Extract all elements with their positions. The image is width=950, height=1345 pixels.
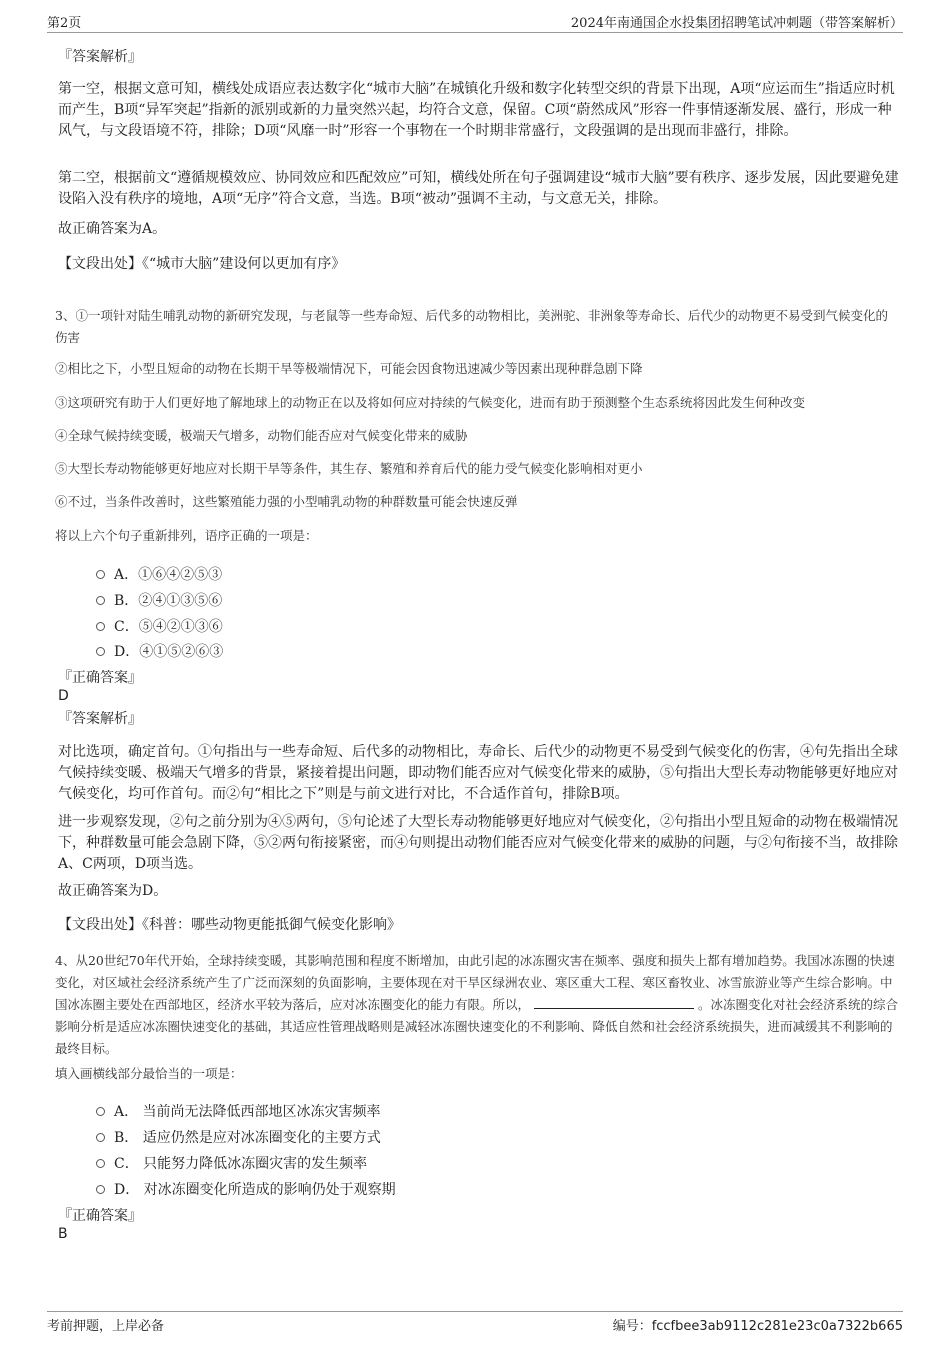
radio-icon[interactable]	[96, 1133, 105, 1142]
q3-option-a[interactable]	[96, 564, 222, 584]
option-label: D． 对冰冻圈变化所造成的影响仍处于观察期	[114, 1182, 396, 1198]
q3-sentence-5: ⑤大型长寿动物能够更好地应对长期干旱等条件，其生存、繁殖和养育后代的能力受气候变化影响相对更小	[55, 461, 643, 476]
q3-answer-label: 『正确答案』	[58, 670, 142, 686]
page-header	[47, 12, 903, 33]
radio-icon[interactable]	[96, 647, 105, 656]
q4-option-d[interactable]	[96, 1179, 396, 1199]
document-title: 2024年南通国企水投集团招聘笔试冲刺题（带答案解析）	[570, 16, 903, 31]
q2-analysis-label: 『答案解析』	[58, 49, 142, 65]
q4-option-a[interactable]	[96, 1101, 381, 1121]
option-label: D．④①⑤②⑥③	[114, 644, 224, 660]
q3-analysis-p2: 进一步观察发现，②句之前分别为④⑤两句，⑤句论述了大型长寿动物能够更好地应对气候变化，②句指出小型且短命的动物在极端情况下，种群数量可能会急剧下降，⑤②两句衔接紧密，而④句则提出动物们能否应对气候变化带来的威胁的问题，与②句衔接不当，故排除A、C两项，D项当选。	[58, 814, 898, 872]
q4-answer-label: 『正确答案』	[58, 1208, 142, 1224]
q2-source: 【文段出处】《“城市大脑”建设何以更加有序》	[58, 256, 346, 272]
q2-analysis-p1: 第一空，根据文意可知，横线处成语应表达数字化“城市大脑”在城镇化升级和数字化转型交织的背景下出现，A项“应运而生”指适应时机而产生，B项“异军突起”指新的派别或新的力量突然兴起，均符合文意，保留。C项“蔚然成风”形容一件事情逐渐发展、盛行，形成一种风气，与文段语境不符，排除；D项“风靡一时”形容一个事物在一个时期非常盛行，文段强调的是出现而非盛行，排除。	[58, 81, 895, 139]
radio-icon[interactable]	[96, 570, 105, 579]
option-label: C．⑤④②①③⑥	[114, 619, 223, 635]
q4-stem	[55, 950, 900, 1060]
q2-analysis-conclusion: 故正确答案为A。	[58, 221, 167, 237]
q4-option-b[interactable]	[96, 1127, 381, 1147]
radio-icon[interactable]	[96, 622, 105, 631]
option-label: A． 当前尚无法降低西部地区冰冻灾害频率	[114, 1104, 381, 1120]
q3-option-c[interactable]	[96, 616, 223, 636]
q3-analysis-conclusion: 故正确答案为D。	[58, 883, 168, 899]
q3-sentence-4: ④全球气候持续变暖，极端天气增多，动物们能否应对气候变化带来的威胁	[55, 428, 468, 443]
radio-icon[interactable]	[96, 1159, 105, 1168]
page-number: 第2页	[47, 16, 82, 31]
q3-analysis-p1: 对比选项，确定首句。①句指出与一些寿命短、后代多的动物相比，寿命长、后代少的动物更不易受到气候变化的伤害，④句先指出全球气候持续变暖、极端天气增多的背景，紧接着提出问题，即动物们能否应对气候变化带来的威胁，⑤句指出大型长寿动物能够更好地应对气候变化，均可作首句。而②句“相比之下”则是与前文进行对比，不合适作首句，排除B项。	[58, 744, 898, 802]
radio-icon[interactable]	[96, 1185, 105, 1194]
radio-icon[interactable]	[96, 1107, 105, 1116]
q4-prompt: 填入画横线部分最恰当的一项是：	[55, 1066, 243, 1081]
q2-analysis-p2: 第二空，根据前文“遵循规模效应、协同效应和匹配效应”可知，横线处所在句子强调建设“城市大脑”要有秩序、逐步发展，因此要避免建设陷入没有秩序的境地，A项“无序”符合文意，当选。B项“被动”强调不主动，与文意无关，排除。	[58, 170, 899, 207]
q3-answer: D	[58, 688, 69, 704]
q3-option-b[interactable]	[96, 590, 222, 610]
option-label: A．①⑥④②⑤③	[114, 567, 223, 583]
page-footer	[47, 1311, 903, 1337]
q3-option-d[interactable]	[96, 641, 223, 661]
q3-sentence-3: ③这项研究有助于人们更好地了解地球上的动物正在以及将如何应对持续的气候变化，进而有助于预测整个生态系统将因此发生何种改变	[55, 395, 806, 410]
q3-sentence-1: 3、①一项针对陆生哺乳动物的新研究发现，与老鼠等一些寿命短、后代多的动物相比，美洲驼、非洲象等寿命长、后代少的动物更不易受到气候变化的伤害	[55, 308, 888, 345]
q4-stem-part-2: 。冰冻圈变化对社会经济系统的综合影响分析是适应冰冻圈快速变化的基础，其适应性管理战略则是减轻冰冻圈快速变化的不利影响、降低自然和社会经济系统损失，进而减缓其不利影响的最终目标。	[55, 997, 899, 1056]
q4-option-c[interactable]	[96, 1153, 367, 1173]
q3-source: 【文段出处】《科普：哪些动物更能抵御气候变化影响》	[58, 917, 401, 933]
answer-blank	[534, 996, 694, 1009]
option-label: B． 适应仍然是应对冰冻圈变化的主要方式	[114, 1130, 381, 1146]
q4-stem-part-1: 4、从20世纪70年代开始，全球持续变暖，其影响范围和程度不断增加，由此引起的冰冻圈灾害在频率、强度和损失上都有增加趋势。我国冰冻圈的快速变化，对区域社会经济系统产生了广泛而深刻的负面影响，主要体现在对干旱区绿洲农业、寒区重大工程、寒区畜牧业、冰雪旅游业等产生综合影响。中国冰冻圈主要处在西部地区，经济水平较为落后，应对冰冻圈变化的能力有限。所以，	[55, 953, 895, 1012]
q3-prompt: 将以上六个句子重新排列，语序正确的一项是：	[55, 528, 318, 543]
option-label: B．②④①③⑤⑥	[114, 593, 223, 609]
q4-answer: B	[58, 1226, 68, 1242]
radio-icon[interactable]	[96, 596, 105, 605]
q3-analysis-label: 『答案解析』	[58, 711, 142, 727]
q3-sentence-6: ⑥不过，当条件改善时，这些繁殖能力强的小型哺乳动物的种群数量可能会快速反弹	[55, 494, 518, 509]
option-label: C． 只能努力降低冰冻圈灾害的发生频率	[114, 1156, 368, 1172]
footer-slogan: 考前押题，上岸必备	[47, 1319, 165, 1334]
document-code: 编号：fccfbee3ab9112c281e23c0a7322b665	[612, 1319, 903, 1334]
q3-sentence-2: ②相比之下，小型且短命的动物在长期干旱等极端情况下，可能会因食物迅速减少等因素出现种群急剧下降	[55, 361, 643, 376]
